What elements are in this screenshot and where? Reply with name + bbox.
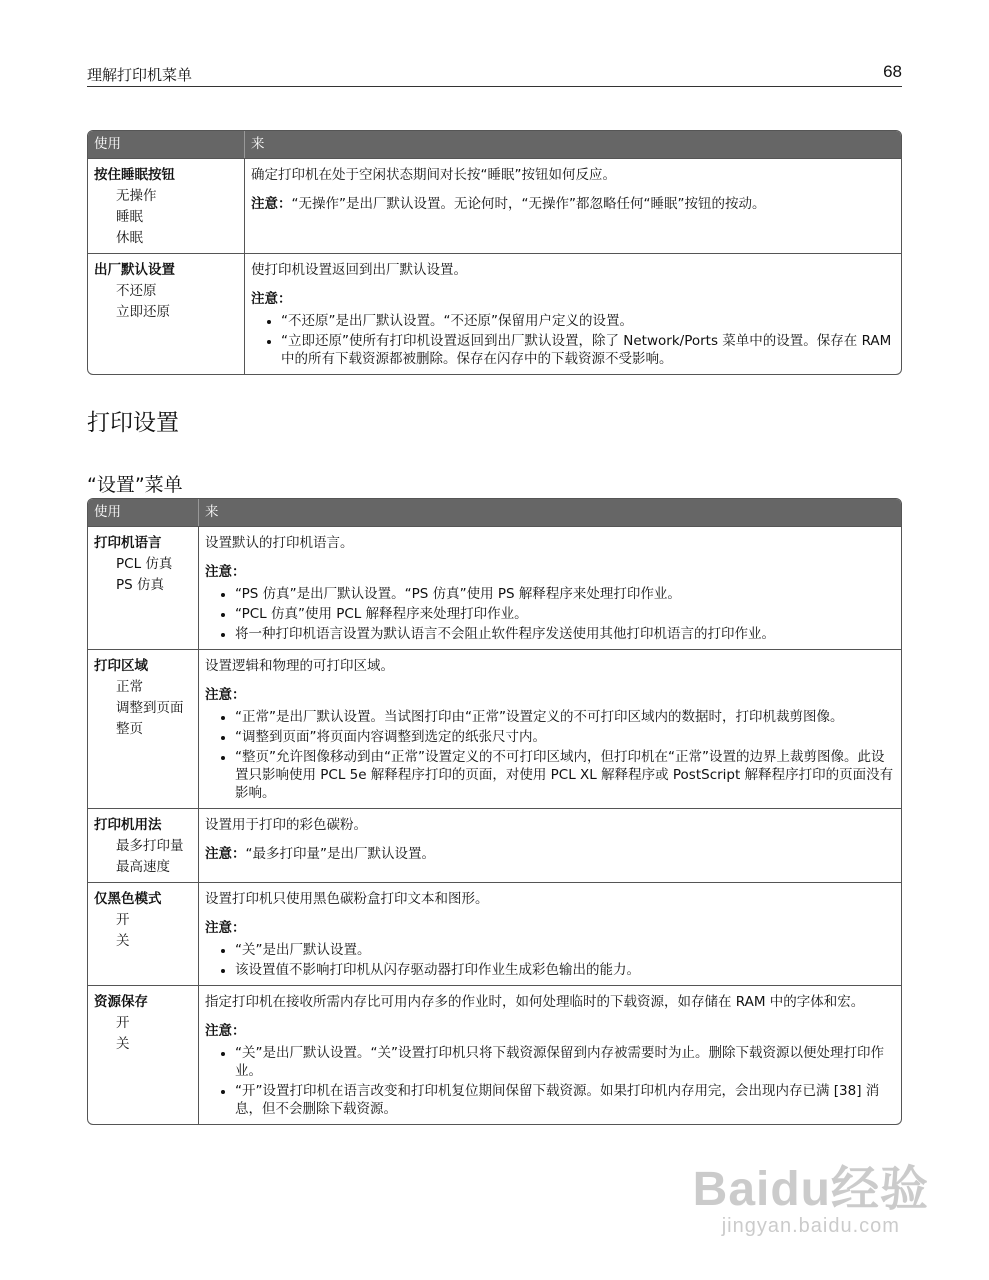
note-bullet: • “立即还原”使所有打印机设置返回到出厂默认设置，除了 Network/Ports 菜单中的设置。保存在 RAM 中的所有下载资源都被删除。保存在闪存中的下载资源不受影响。 bbox=[281, 332, 895, 368]
note-line bbox=[251, 194, 895, 215]
table-row bbox=[88, 985, 901, 1124]
note-line bbox=[205, 844, 895, 865]
description-cell bbox=[198, 882, 901, 985]
note-label: 注意： bbox=[251, 196, 292, 212]
description-cell bbox=[244, 253, 901, 374]
table-row bbox=[88, 526, 901, 649]
menu-option: 开 bbox=[116, 912, 130, 928]
menu-option: 关 bbox=[116, 1036, 130, 1052]
subsection-title: “设置”菜单 bbox=[87, 474, 183, 496]
menu-item-title: 打印区域 bbox=[94, 658, 148, 674]
note-bullet: • “整页”允许图像移动到由“正常”设置定义的不可打印区域内，但打印机在“正常”设置的边界上裁剪图像。此设置只影响使用 PCL 5e 解释程序打印的页面，对使用 PCL XL 解释程序或 PostScript 解释程序打印的页面没有影响。 bbox=[235, 748, 895, 802]
table-row bbox=[88, 253, 901, 374]
note-bullet: • “调整到页面”将页面内容调整到选定的纸张尺寸内。 bbox=[235, 728, 895, 746]
column-header-use: 使用 bbox=[88, 499, 198, 526]
menu-option: 关 bbox=[116, 933, 130, 949]
table-row bbox=[88, 808, 901, 882]
menu-option: 不还原 bbox=[116, 283, 157, 299]
column-header-purpose: 来 bbox=[198, 499, 901, 526]
note-bullet: • “正常”是出厂默认设置。当试图打印由“正常”设置定义的不可打印区域内的数据时，打印机裁剪图像。 bbox=[235, 708, 895, 726]
chapter-title: 理解打印机菜单 bbox=[87, 66, 193, 84]
note-bullet: • 该设置值不影响打印机从闪存驱动器打印作业生成彩色输出的能力。 bbox=[235, 961, 895, 979]
menu-item-title: 打印机用法 bbox=[94, 817, 162, 833]
note-list bbox=[251, 312, 895, 368]
note-text: “无操作”是出厂默认设置。无论何时，“无操作”都忽略任何“睡眠”按钮的按动。 bbox=[291, 196, 766, 212]
menu-item-title: 仅黑色模式 bbox=[94, 891, 162, 907]
menu-option: PCL 仿真 bbox=[116, 556, 173, 572]
watermark-url: jingyan.baidu.com bbox=[721, 1215, 900, 1237]
note-bullet: • “PCL 仿真”使用 PCL 解释程序来处理打印作业。 bbox=[235, 605, 895, 623]
description-cell bbox=[244, 158, 901, 253]
menu-table-continued bbox=[87, 130, 902, 375]
menu-item-cell bbox=[88, 882, 198, 985]
description-text: 设置用于打印的彩色碳粉。 bbox=[205, 817, 367, 833]
menu-item-cell bbox=[88, 649, 198, 808]
table-row bbox=[88, 649, 901, 808]
menu-item-title: 按住睡眠按钮 bbox=[94, 167, 175, 183]
note-label: 注意： bbox=[251, 291, 292, 307]
note-list bbox=[205, 585, 895, 643]
menu-item-cell bbox=[88, 985, 198, 1124]
menu-item-title: 出厂默认设置 bbox=[94, 262, 175, 278]
note-label: 注意： bbox=[205, 846, 246, 862]
note-label: 注意： bbox=[205, 564, 246, 580]
column-header-use: 使用 bbox=[88, 131, 244, 158]
menu-item-title: 打印机语言 bbox=[94, 535, 162, 551]
menu-option: 立即还原 bbox=[116, 304, 170, 320]
description-text: 使打印机设置返回到出厂默认设置。 bbox=[251, 262, 467, 278]
note-bullet: • 将一种打印机语言设置为默认语言不会阻止软件程序发送使用其他打印机语言的打印作业。 bbox=[235, 625, 895, 643]
table-header-row bbox=[88, 131, 901, 158]
menu-option: 休眠 bbox=[116, 230, 143, 246]
description-cell bbox=[198, 985, 901, 1124]
note-bullet: • “不还原”是出厂默认设置。“不还原”保留用户定义的设置。 bbox=[281, 312, 895, 330]
description-text: 确定打印机在处于空闲状态期间对长按“睡眠”按钮如何反应。 bbox=[251, 167, 616, 183]
menu-item-cell bbox=[88, 253, 244, 374]
note-text: “最多打印量”是出厂默认设置。 bbox=[245, 846, 435, 862]
description-text: 指定打印机在接收所需内存比可用内存多的作业时，如何处理临时的下载资源，如存储在 RAM 中的字体和宏。 bbox=[205, 994, 865, 1010]
note-label: 注意： bbox=[205, 1023, 246, 1039]
note-label: 注意： bbox=[205, 687, 246, 703]
page-header bbox=[87, 56, 902, 87]
menu-option: PS 仿真 bbox=[116, 577, 165, 593]
menu-option: 最高速度 bbox=[116, 859, 170, 875]
note-label: 注意： bbox=[205, 920, 246, 936]
menu-item-title: 资源保存 bbox=[94, 994, 148, 1010]
note-bullet: • “开”设置打印机在语言改变和打印机复位期间保留下载资源。如果打印机内存用完，会出现内存已满 [38] 消息，但不会删除下载资源。 bbox=[235, 1082, 895, 1118]
note-bullet: • “关”是出厂默认设置。 bbox=[235, 941, 895, 959]
menu-item-cell bbox=[88, 158, 244, 253]
setup-menu-table bbox=[87, 498, 902, 1125]
menu-option: 最多打印量 bbox=[116, 838, 184, 854]
table-row bbox=[88, 882, 901, 985]
watermark-logo: Baidu经验 bbox=[692, 1163, 929, 1216]
note-list bbox=[205, 708, 895, 802]
description-text: 设置默认的打印机语言。 bbox=[205, 535, 354, 551]
description-cell bbox=[198, 526, 901, 649]
note-bullet: • “PS 仿真”是出厂默认设置。“PS 仿真”使用 PS 解释程序来处理打印作业。 bbox=[235, 585, 895, 603]
table-header-row bbox=[88, 499, 901, 526]
menu-item-cell bbox=[88, 526, 198, 649]
menu-option: 调整到页面 bbox=[116, 700, 184, 716]
table-row bbox=[88, 158, 901, 253]
menu-option: 无操作 bbox=[116, 188, 157, 204]
menu-option: 睡眠 bbox=[116, 209, 143, 225]
menu-option: 开 bbox=[116, 1015, 130, 1031]
column-header-purpose: 来 bbox=[244, 131, 901, 158]
section-title: 打印设置 bbox=[87, 410, 179, 436]
note-bullet: • “关”是出厂默认设置。“关”设置打印机只将下载资源保留到内存被需要时为止。删除下载资源以便处理打印作业。 bbox=[235, 1044, 895, 1080]
description-text: 设置逻辑和物理的可打印区域。 bbox=[205, 658, 394, 674]
page-number: 68 bbox=[883, 62, 902, 81]
description-text: 设置打印机只使用黑色碳粉盒打印文本和图形。 bbox=[205, 891, 489, 907]
description-cell bbox=[198, 649, 901, 808]
menu-item-cell bbox=[88, 808, 198, 882]
note-list bbox=[205, 941, 895, 979]
menu-option: 整页 bbox=[116, 721, 143, 737]
note-list bbox=[205, 1044, 895, 1118]
baidu-watermark bbox=[693, 1150, 929, 1238]
menu-option: 正常 bbox=[116, 679, 143, 695]
description-cell bbox=[198, 808, 901, 882]
